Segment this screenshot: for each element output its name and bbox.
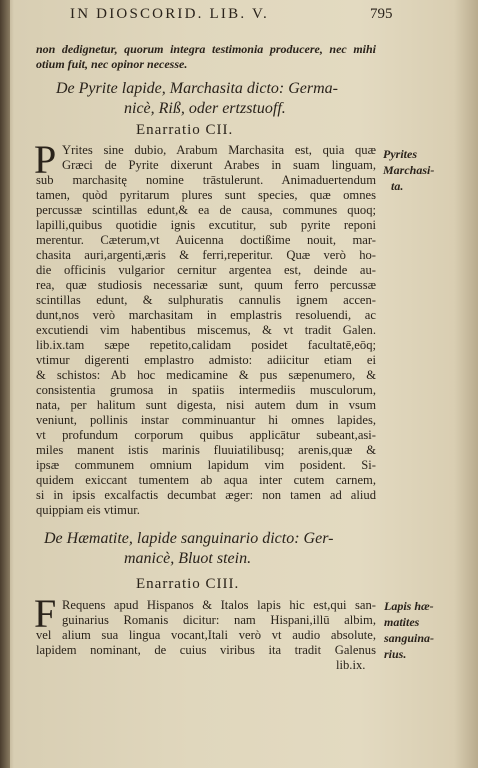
- pyrite-line-21: miles manent istis marinis fluuiatilibusq; arenis,quæ &: [36, 443, 376, 457]
- section-heading-pyrite-1: De Pyrite lapide, Marchasita dicto: Germa-: [56, 80, 339, 97]
- section-heading-haematite-1: De Hæmatite, lapide sanguinario dicto: Ger-: [44, 530, 334, 547]
- pyrite-line-10: rea, quæ studiosis necessariæ sunt, quum ferro percussæ: [36, 278, 376, 292]
- pyrite-line-7: merentur. Cæterum,vt Auicenna doctißime nouit, mar-: [36, 233, 376, 247]
- pyrite-line-15: vtimur digerenti emplastro admisto: adiicitur etiam ei: [36, 353, 376, 367]
- pyrite-line-25: quippiam eis vtimur.: [36, 503, 140, 517]
- pyrite-line-14: lib.ix.tam sæpe repetito,calidam posidet facultatē,eōq;: [36, 338, 376, 352]
- haematite-line-1: Requens apud Hispanos & Italos lapis hic est,qui san-: [62, 598, 376, 612]
- dropcap-p: P: [34, 137, 57, 182]
- carryover-line-2: otium fuit, nec opinor necesse.: [36, 57, 188, 71]
- margin-note-pyrites-3: ta.: [391, 179, 404, 193]
- pyrite-line-1: Yrites sine dubio, Arabum Marchasita est, quia quæ: [62, 143, 376, 157]
- book-gutter: [0, 0, 10, 768]
- enarratio-102: Enarratio CII.: [136, 122, 234, 138]
- pyrite-line-11: scintillas edunt, & sulphuratis cannulis ignem accen-: [36, 293, 376, 307]
- haematite-line-2: guinarius Romanis dicitur: nam Hispani,illū albim,: [62, 613, 376, 627]
- pyrite-line-22: ipsæ communem omnium lapidum vim posident. Si-: [36, 458, 376, 472]
- pyrite-line-18: nata, per halitum sunt digesta, nisi autem dum in vsum: [36, 398, 376, 412]
- pyrite-line-17: consistentia grumosa in spatiis intermediis musculorum,: [36, 383, 376, 397]
- dropcap-f: F: [34, 591, 57, 636]
- pyrite-line-8: chasita auri,argenti,æris & ferri,reperitur. Quæ verò ho-: [36, 248, 376, 262]
- margin-note-haematite-4: rius.: [384, 647, 407, 661]
- pyrite-line-6: lapilli,quibus quotidie ignis excutitur, sub pyrite reponi: [36, 218, 376, 232]
- pyrite-line-19: veniunt, pollinis instar comminuantur hi omnes lapides,: [36, 413, 376, 427]
- section-heading-pyrite-2: nicè, Riß, oder ertzstuoff.: [124, 100, 286, 117]
- pyrite-line-24: si in ipsis excalfactis decumbat æger: non tamen ad aliud: [36, 488, 376, 502]
- running-title: IN DIOSCORID. LIB. V.: [70, 6, 269, 22]
- page-number: 795: [370, 6, 393, 22]
- pyrite-line-20: vt profundum corporum quibus applicātur subeant,asi-: [36, 428, 376, 442]
- haematite-line-3: vel alium sua lingua vocant,Itali verò vt audio absolute,: [36, 628, 376, 642]
- pyrite-line-4: tamen, quòd pyritarum plures sunt species, quæ omnes: [36, 188, 376, 202]
- pyrite-line-23: quidem exiccant tumentem ab aqua inter cutem carnem,: [36, 473, 376, 487]
- pyrite-line-5: percussæ scintillas edunt,& ea de causa, communes quoq;: [36, 203, 376, 217]
- pyrite-line-2: Græci de Pyrite dixerunt Arabes in suam linguam,: [62, 158, 376, 172]
- margin-note-pyrites-2: Marchasi-: [383, 163, 435, 177]
- haematite-line-4: lapidem nominant, de cuius viribus ita tradit Galenus: [36, 643, 376, 657]
- pyrite-line-12: dunt,nos verò marchasitam in emplastris resoluendi, ac: [36, 308, 376, 322]
- pyrite-line-3: sub marchasitę nomine trāstulerunt. Animaduertendum: [36, 173, 376, 187]
- margin-note-haematite-1: Lapis hæ-: [384, 599, 434, 613]
- pyrite-line-9: die officinis vulgarior cernitur argentea est, deinde au-: [36, 263, 376, 277]
- margin-note-pyrites-1: Pyrites: [383, 147, 417, 161]
- section-heading-haematite-2: manicè, Bluot stein.: [124, 550, 252, 567]
- haematite-last-line: lib.ix.: [336, 658, 366, 672]
- margin-note-haematite-3: sanguina-: [384, 631, 435, 645]
- carryover-line-1: non dedignetur, quorum integra testimonia producere, nec mihi: [36, 42, 376, 56]
- enarratio-103: Enarratio CIII.: [136, 576, 240, 592]
- margin-note-haematite-2: matites: [384, 615, 420, 629]
- pyrite-line-16: & schistos: Ab hoc medicamine & pus sæpenumero, &: [36, 368, 376, 382]
- running-header: [70, 6, 450, 28]
- pyrite-line-13: excutiendi vim habentibus miscemus, & vt tradit Galen.: [36, 323, 376, 337]
